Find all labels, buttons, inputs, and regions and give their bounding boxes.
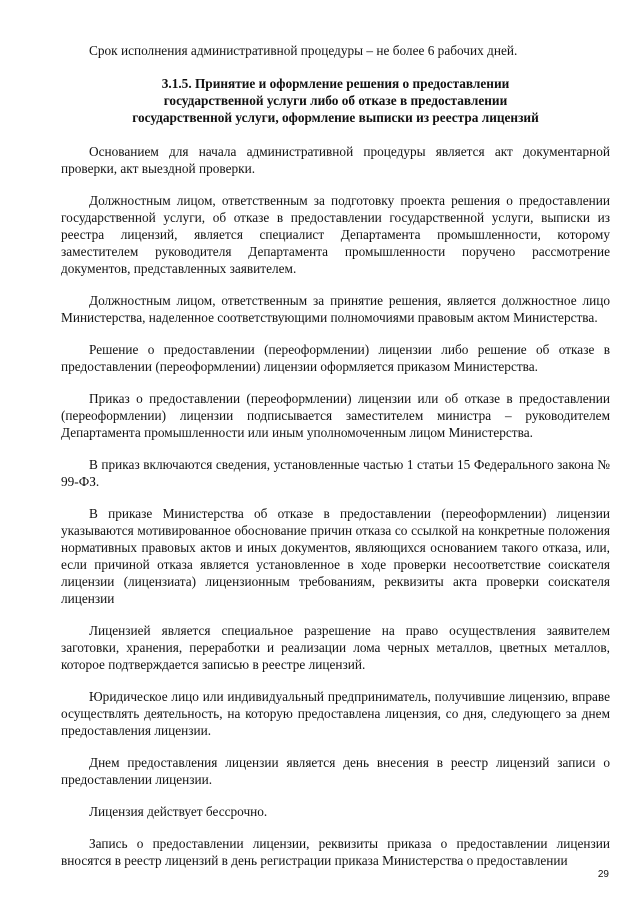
page-content <box>61 42 610 884</box>
paragraph: Должностным лицом, ответственным за принятие решения, является должностное лицо Министерства, наделенное соответствующими полномочиями правовым актом Министерства. <box>61 293 610 325</box>
paragraph: В приказ включаются сведения, установленные частью 1 статьи 15 Федерального закона № 99-ФЗ. <box>61 457 610 489</box>
section-heading <box>61 75 610 126</box>
paragraph: Днем предоставления лицензии является день внесения в реестр лицензий записи о предоставлении лицензии. <box>61 755 610 787</box>
paragraph: Основанием для начала административной процедуры является акт документарной проверки, акт выездной проверки. <box>61 144 610 176</box>
paragraph: Запись о предоставлении лицензии, реквизиты приказа о предоставлении лицензии вносятся в реестр лицензий в день регистрации приказа Министерства о предоставлении <box>61 836 610 868</box>
section-heading-line: государственной услуги либо об отказе в предоставлении <box>163 93 508 108</box>
paragraph: В приказе Министерства об отказе в предоставлении (переоформлении) лицензии указываются мотивированное обоснование причин отказа со ссылкой на конкретные положения нормативных правовых актов и иных документов, являющихся основанием такого отказа, или, если причиной отказа является установленное в ходе проверки несоответствие соискателя лицензии (лицензиата) лицензионным требованиям, реквизиты акта проверки соискателя лицензии <box>61 506 610 606</box>
paragraph: Приказ о предоставлении (переоформлении) лицензии или об отказе в предоставлении (переоформлении) лицензии подписывается заместителем министра – руководителем Департамента промышленности или иным уполномоченным лицом Министерства. <box>61 391 610 440</box>
section-heading-line: 3.1.5. Принятие и оформление решения о предоставлении <box>161 76 510 91</box>
paragraph: Лицензией является специальное разрешение на право осуществления заявителем заготовки, хранения, переработки и реализации лома черных металлов, цветных металлов, которое подтверждается записью в реестре лицензий. <box>61 623 610 672</box>
page-number: 29 <box>597 869 609 880</box>
paragraph: Юридическое лицо или индивидуальный предприниматель, получившие лицензию, вправе осуществлять деятельность, на которую предоставлена лицензия, со дня, следующего за днем предоставления лицензии. <box>61 689 610 738</box>
paragraph: Решение о предоставлении (переоформлении) лицензии либо решение об отказе в предоставлении (переоформлении) лицензии оформляется приказом Министерства. <box>61 342 610 374</box>
intro-line: Срок исполнения административной процедуры – не более 6 рабочих дней. <box>89 43 518 58</box>
paragraph: Должностным лицом, ответственным за подготовку проекта решения о предоставлении государственной услуги, об отказе в предоставлении государственной услуги, выписки из реестра лицензий, является специалист Департамента промышленности, которому заместителем руководителя Департамента промышленности поручено рассмотрение документов, представленных заявителем. <box>61 193 610 276</box>
section-heading-line: государственной услуги, оформление выписки из реестра лицензий <box>132 110 539 125</box>
paragraph: Лицензия действует бессрочно. <box>89 804 268 819</box>
